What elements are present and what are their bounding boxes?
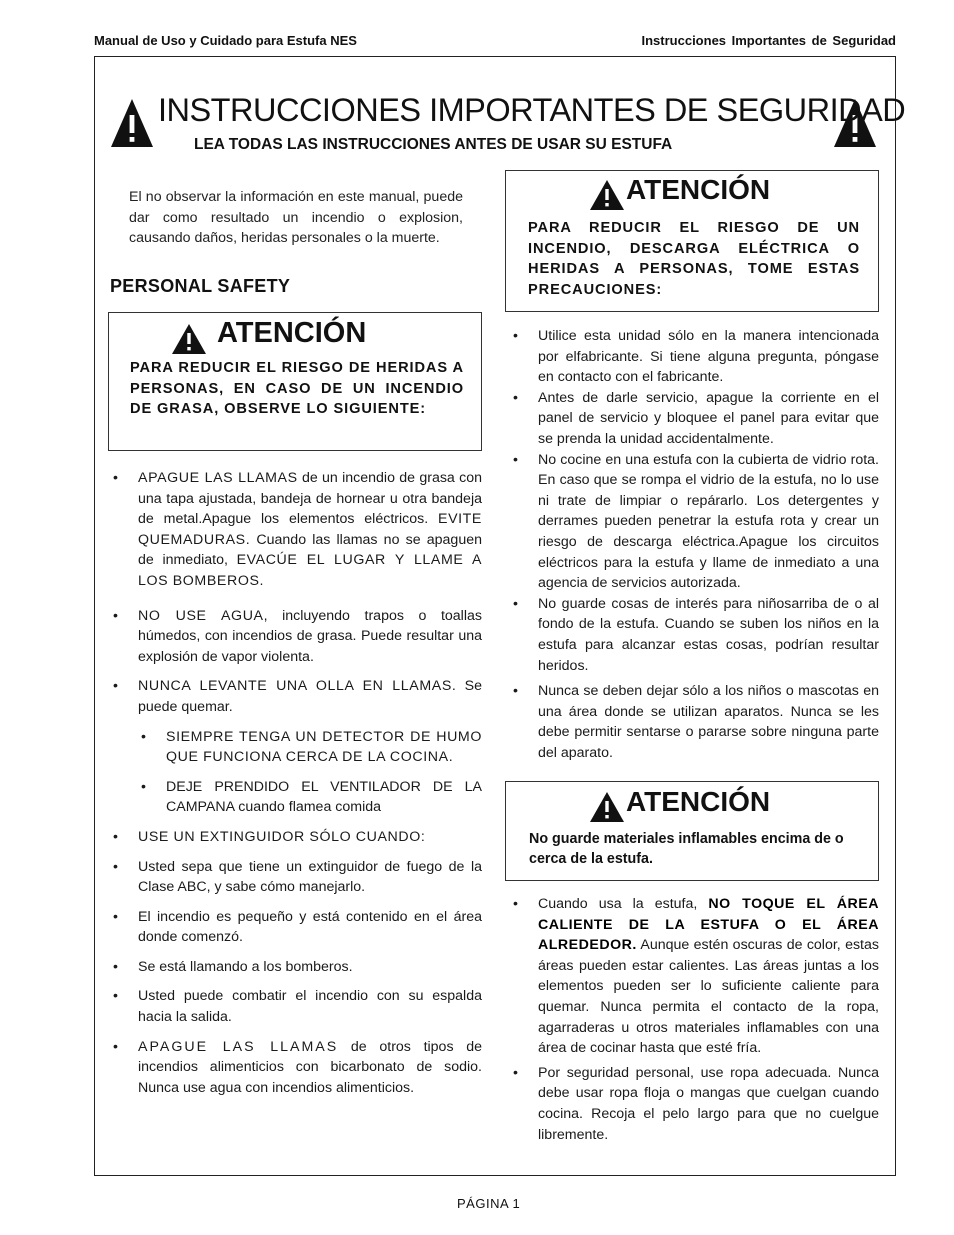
list-item: • Se está llamando a los bomberos. xyxy=(110,957,482,978)
page-number: PÁGINA 1 xyxy=(457,1196,521,1211)
list-item: • APAGUE LAS LLAMAS de otros tipos de incendios alimenticios con bicarbonato de sodio. Nunca use agua con incendios alimenticios. xyxy=(110,1037,482,1099)
list-item: • Nunca se deben dejar sólo a los niños o mascotas en una área donde se utilizan aparatos. Nunca se les debe permitir sentarse o pararse sobre ninguna parte del aparato. xyxy=(510,681,879,763)
page-subtitle: LEA TODAS LAS INSTRUCCIONES ANTES DE USAR SU ESTUFA xyxy=(194,136,673,153)
warning-text: PARA REDUCIR EL RIESGO DE HERIDAS A PERSONAS, EN CASO DE UN INCENDIO DE GRASA, OBSERVE LO SIGUIENTE: xyxy=(130,360,464,418)
list-item: • Cuando usa la estufa, NO TOQUE EL ÁREA CALIENTE DE LA ESTUFA O EL ÁREA ALREDEDOR. Aunque estén oscuras de color, estas áreas pueden estar calientes. Las áreas juntas a los elementos pueden ser lo suficiente caliente para quemar. Nunca permita el contacto de la ropa, agarraderas u otros materiales inflamables con una área de cocinar hasta que esté fría. xyxy=(510,894,879,1059)
warning-box-precautions xyxy=(505,170,879,312)
right-bullet-list-a xyxy=(510,326,879,763)
warning-triangle-icon xyxy=(171,323,207,355)
sub-list-item: • DEJE PRENDIDO EL VENTILADOR DE LA CAMPANA cuando flamea comida xyxy=(138,777,482,818)
warning-box-grease-fire xyxy=(108,312,482,451)
warning-heading: ATENCIÓN xyxy=(217,317,367,349)
warning-heading: ATENCIÓN xyxy=(626,786,771,817)
list-item: • Antes de darle servicio, apague la corriente en el panel de servicio y bloquee el panel para evitar que se prenda la unidad accidentalmente. xyxy=(510,388,879,450)
warning-heading: ATENCIÓN xyxy=(626,174,771,205)
page-title: INSTRUCCIONES IMPORTANTES DE SEGURIDAD xyxy=(158,92,906,128)
warning-box-flammables xyxy=(505,781,879,881)
warning-triangle-icon xyxy=(110,98,154,148)
list-item: • USE UN EXTINGUIDOR SÓLO CUANDO: xyxy=(110,827,482,848)
sub-list-item: • SIEMPRE TENGA UN DETECTOR DE HUMO QUE FUNCIONA CERCA DE LA COCINA. xyxy=(138,727,482,768)
header-section-title: Instrucciones Importantes de Seguridad xyxy=(641,33,896,48)
list-item: • Por seguridad personal, use ropa adecuada. Nunca debe usar ropa floja o mangas que cuelgan cuando cocina. Recoja el pelo largo para que no cuelgue libremente. xyxy=(510,1063,879,1145)
left-bullet-list xyxy=(110,468,482,1098)
list-item: • No cocine en una estufa con la cubierta de vidrio rota. En caso que se rompa el vidrio de la estufa, no lo use ni trate de limpiar o repárarlo. Los detergentes y derrames pueden penetrar la estufa rota y crear un riesgo de descarga eléctrica.Apague los circuitos eléctricos para la estufa y llame de inmediato a una agencia de servicios autorizada. xyxy=(510,450,879,594)
list-item: • Usted puede combatir el incendio con su espalda hacia la salida. xyxy=(110,986,482,1027)
right-bullet-list-b xyxy=(510,894,879,1145)
list-item: • NO USE AGUA, incluyendo trapos o toallas húmedos, con incendios de grasa. Puede resultar una explosión de vapor violenta. xyxy=(110,606,482,668)
header-manual-title: Manual de Uso y Cuidado para Estufa NES xyxy=(94,33,357,48)
list-item: • APAGUE LAS LLAMAS de un incendio de grasa con una tapa ajustada, bandeja de hornear u otra bandeja de metal.Apague los elementos eléctricos. EVITE QUEMADURAS. Cuando las llamas no se apaguen de inmediato, EVACÚE EL LUGAR Y LLAME A LOS BOMBEROS. xyxy=(110,468,482,592)
warning-text: No guarde materiales inflamables encima de o cerca de la estufa. xyxy=(529,831,844,868)
list-item: • Usted sepa que tiene un extinguidor de fuego de la Clase ABC, y sabe cómo manejarlo. xyxy=(110,857,482,898)
warning-triangle-icon xyxy=(589,179,625,211)
intro-paragraph: El no observar la información en este manual, puede dar como resultado un incendio o explosion, causando daños, heridas personales o la muerte. xyxy=(129,189,463,247)
list-item: • NUNCA LEVANTE UNA OLLA EN LLAMAS. Se puede quemar. xyxy=(110,676,482,717)
list-item: • Utilice esta unidad sólo en la manera intencionada por elfabricante. Si tiene alguna pregunta, póngase en contacto con el fabricante. xyxy=(510,326,879,388)
warning-triangle-icon xyxy=(589,791,625,823)
warning-text: PARA REDUCIR EL RIESGO DE UN INCENDIO, DESCARGA ELÉCTRICA O HERIDAS A PERSONAS, TOME ESTAS PRECAUCIONES: xyxy=(528,220,860,299)
list-item: • No guarde cosas de interés para niñosarriba de o al fondo de la estufa. Cuando se suben los niños en la estufa para alcanzar estas cosas, podrían resultar heridos. xyxy=(510,594,879,676)
list-item: • El incendio es pequeño y está contenido en el área donde comenzó. xyxy=(110,907,482,948)
personal-safety-heading: PERSONAL SAFETY xyxy=(110,276,291,296)
